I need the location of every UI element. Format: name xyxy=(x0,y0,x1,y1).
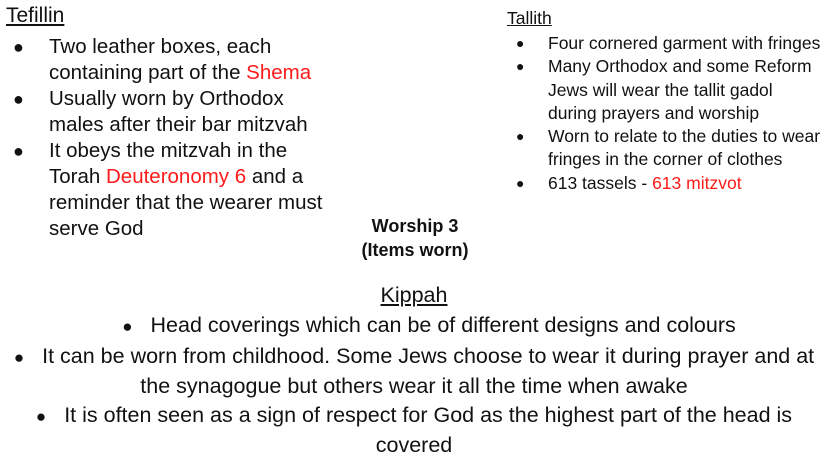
item-text: It obeys the mitzvah in the Torah xyxy=(49,139,288,188)
slide-title xyxy=(340,214,490,262)
bullet-icon: ● xyxy=(13,141,24,161)
slide-title-line-2: (Items worn) xyxy=(361,240,469,260)
item-text: 613 tassels - xyxy=(548,172,653,193)
tefillin-heading: Tefillin xyxy=(6,4,65,27)
bullet-icon: ● xyxy=(516,58,525,75)
kippah-heading xyxy=(0,283,828,308)
item-text: Head coverings which can be of different designs and colours xyxy=(150,313,736,337)
item-text: Usually worn by Orthodox males after their bar mitzvah xyxy=(49,87,308,136)
kippah-list xyxy=(0,311,828,460)
tallith-list xyxy=(507,32,825,195)
kippah-list-item xyxy=(0,311,828,342)
highlighted-term: Shema xyxy=(246,61,312,84)
item-text: Worn to relate to the duties to wear fringes in the corner of clothes xyxy=(548,126,821,170)
bullet-icon: ● xyxy=(122,317,133,336)
slide-title-line-1: Worship 3 xyxy=(371,216,459,236)
kippah-heading-text: Kippah xyxy=(380,283,448,307)
tefillin-list-item xyxy=(6,86,336,138)
bullet-icon: ● xyxy=(13,37,24,57)
bullet-icon: ● xyxy=(516,174,525,191)
tefillin-list-item xyxy=(6,34,336,86)
bullet-icon: ● xyxy=(516,128,525,145)
tefillin-list xyxy=(6,34,336,242)
tallith-heading: Tallith xyxy=(507,8,552,28)
item-text: Two leather boxes, each containing part of the xyxy=(49,35,272,84)
kippah-list-item xyxy=(0,342,828,401)
tallith-list-item xyxy=(507,125,825,172)
item-text: Four cornered garment with fringes xyxy=(548,33,821,53)
item-text: It can be worn from childhood. Some Jews choose to wear it during prayer and at the synagogue but others wear it all the time when awake xyxy=(42,343,815,398)
item-text: Many Orthodox and some Reform Jews will wear the tallit gadol during prayers and worship xyxy=(548,56,812,123)
item-text: It is often seen as a sign of respect for God as the highest part of the head is covered xyxy=(64,402,793,457)
highlighted-term: Deuteronomy 6 xyxy=(105,165,247,188)
item-text: and a reminder that the wearer must serve God xyxy=(49,165,323,240)
bullet-icon: ● xyxy=(35,406,47,426)
highlighted-term: 613 mitzvot xyxy=(652,172,742,193)
kippah-list-item xyxy=(0,401,828,460)
tefillin-list-item xyxy=(6,138,336,242)
tallith-list-item xyxy=(507,32,825,55)
tallith-list-item xyxy=(507,172,825,195)
tallith-list-item xyxy=(507,55,825,125)
bullet-icon: ● xyxy=(516,35,525,51)
bullet-icon: ● xyxy=(13,347,25,367)
bullet-icon: ● xyxy=(13,89,24,109)
